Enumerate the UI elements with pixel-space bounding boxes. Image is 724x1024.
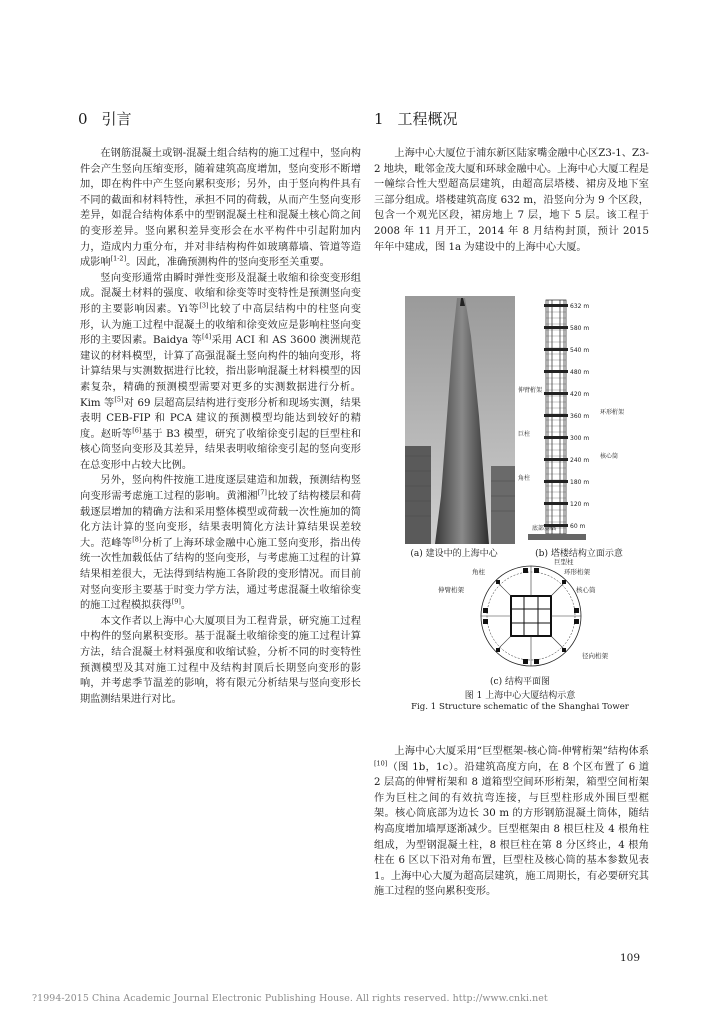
intro-paragraph-3: 另外，竖向构件按施工进度逐层建造和加载，预测结构竖向变形需考虑施工过程的影响。黄湘湘[7]比较了结构楼层和荷载逐层增加的精确方法和采用整体模型或荷载一次性施加的简化方法计算的竖向变形，结果表明简化方法计算结果误差较大。范峰等[8]分析了上海环球金融中心施工竖向变形，指出传统一次性加载低估了结构的竖向变形，与考虑施工过程的计算结果相差很大，无法得到结构施工各阶段的变形情况。而目前对竖向变形主要基于时变力学方法，通过考虑混凝土收缩徐变的施工过程模拟获得[9]。: [80, 475, 361, 612]
elevation-label: 240 m: [570, 457, 590, 464]
copyright-footer: ?1994-2015 China Academic Journal Electronic Publishing House. All rights reserved. http://www.cnki.net: [32, 993, 548, 1004]
ring-truss-mark: [544, 480, 568, 483]
plan-label-core-wall: 核心筒: [576, 586, 596, 594]
section-1-heading: [374, 108, 458, 129]
elevation-label: 300 m: [570, 435, 590, 442]
elevation-label: 180 m: [570, 479, 590, 486]
section-0-number: 0: [78, 110, 88, 128]
reference-citation: [1-2]: [110, 254, 127, 263]
elevation-note: 伸臂桁架: [518, 387, 543, 394]
figure-1a-caption: (a) 建设中的上海中心: [410, 549, 498, 559]
ring-truss-mark: [544, 370, 568, 373]
section-0-title: 引言: [101, 110, 132, 128]
reference-citation: [8]: [132, 535, 142, 544]
reference-citation: [10]: [374, 759, 388, 768]
ring-truss-mark: [544, 326, 568, 329]
left-column-text: [80, 146, 361, 707]
page-number: 109: [620, 952, 641, 964]
section-1-title: 工程概况: [397, 110, 458, 128]
plan-label-ring-truss: 环形桁架: [564, 568, 590, 576]
elevation-label: 420 m: [570, 391, 590, 398]
ring-truss-mark: [544, 458, 568, 461]
elevation-label: 632 m: [570, 303, 590, 310]
structural-plan: [436, 558, 626, 670]
figure-1: [400, 296, 640, 712]
elevation-note: 核心筒: [600, 453, 619, 460]
intro-paragraph-1: 在钢筋混凝土或钢-混凝土组合结构的施工过程中，竖向构件会产生竖向压缩变形，随着建筑高度增加，竖向变形不断增加，即在构件中产生竖向累积变形；另外，由于竖向构件具有不同的截面和材料特性，承担不同的荷载，从而产生竖向变形差异，如混合结构体系中的型钢混凝土柱和混凝土核心筒之间的变形差异。竖向累积差异变形会在水平构件中引起附加内力，造成内力重分布，并对非结构构件如玻璃幕墙、管道等造成影响[1-2]。因此，准确预测构件的竖向变形至关重要。: [80, 148, 361, 269]
ring-truss-mark: [544, 502, 568, 505]
tower-elevation-schematic: [518, 296, 640, 544]
reference-citation: [6]: [132, 426, 142, 435]
reference-citation: [9]: [171, 597, 181, 606]
intro-paragraph-2: 竖向变形通常由瞬时弹性变形及混凝土收缩和徐变变形组成。混凝土材料的强度、收缩和徐变等时变特性是预测竖向变形的主要影响因素。Yi等[3]比较了中高层结构中的柱竖向变形，认为施工过程中混凝土的收缩和徐变效应是影响柱竖向变形的主要因素。Baidya 等[4]采用 ACI 和 AS 3600 澳洲规范建议的材料模型，计算了高强混凝土竖向构件的轴向变形，将计算结果与实测数据进行比较，指出影响混凝土材料模型的因素复杂，精确的预测模型需要对更多的实测数据进行分析。Kim 等[5]对 69 层超高层结构进行变形分析和现场实测，结果表明 CEB-FIP 和 PCA 建议的预测模型均能达到较好的精度。赵昕等[6]基于 B3 模型，研究了收缩徐变引起的巨型柱和核心筒竖向变形及其差异，结果表明收缩徐变引起的竖向变形在总变形中占较大比例。: [80, 272, 362, 471]
section-1-number: 1: [374, 110, 384, 128]
structure-paragraph-1: 上海中心大厦采用“巨型框架-核心筒-伸臂桁架”结构体系[10]（图 1b，1c）。沿建筑高度方向，在 8 个区布置了 6 道 2 层高的伸臂桁架和 8 道箱型空间环形桁架，箱型空间桁架作为巨柱之间的有效抗弯连接，与巨型柱形成外围巨型框架。核心筒底部为边长 30 m 的方形钢筋混凝土筒体，随结构高度增加墙厚逐渐减少。巨型框架由 8 根巨柱及 4 根角柱组成，为型钢混凝土柱，8 根巨柱在第 8 分区终止，4 根角柱在 6 区以下沿对角布置，巨型柱及核心筒的基本参数见表 1。上海中心大厦为超高层建筑，施工周期长，有必要研究其施工过程的竖向累积变形。: [374, 746, 649, 898]
elevation-label: 480 m: [570, 369, 590, 376]
figure-1-caption-cn: 图 1 上海中心大厦结构示意: [464, 691, 576, 701]
elevation-note: 巨柱: [518, 431, 531, 438]
plan-label-mega-column: 巨型柱: [554, 558, 574, 566]
plan-label-corner-column: 角柱: [472, 568, 485, 576]
ring-truss-mark: [544, 436, 568, 439]
elevation-label: 580 m: [570, 325, 590, 332]
reference-citation: [3]: [199, 301, 209, 310]
elevation-label: 540 m: [570, 347, 590, 354]
project-overview-paragraph: 上海中心大厦位于浦东新区陆家嘴金融中心区Z3-1、Z3-2 地块，毗邻金茂大厦和环球金融中心。上海中心大厦工程是一幢综合性大型超高层建筑，由超高层塔楼、裙房及地下室三部分组成。塔楼建筑高度 632 m，沿竖向分为 9 个区段，包含一个观光区段，裙房地上 7 层，地下 5 层。该工程于 2008 年 11 月开工，2014 年 8 月结构封顶，预计 2015 年年中建成，图 1a 为建设中的上海中心大厦。: [374, 148, 649, 253]
ring-truss-mark: [544, 414, 568, 417]
figure-1b-caption: (b) 塔楼结构立面示意: [535, 549, 623, 559]
plan-label-outrigger: 伸臂桁架: [438, 586, 464, 594]
reference-citation: [7]: [257, 488, 267, 497]
ring-truss-mark: [544, 392, 568, 395]
right-column-top-text: [374, 146, 649, 255]
section-0-heading: [78, 108, 132, 129]
elevation-label: 60 m: [570, 523, 586, 530]
elevation-note: 角柱: [518, 475, 531, 482]
figure-1c-caption: (c) 结构平面图: [490, 677, 550, 687]
reference-citation: [4]: [202, 332, 212, 341]
reference-citation: [5]: [114, 395, 124, 404]
ring-truss-mark: [544, 348, 568, 351]
figure-1-caption-en: Fig. 1 Structure schematic of the Shanghai Tower: [411, 702, 629, 712]
elevation-label: 120 m: [570, 501, 590, 508]
right-column-bottom-text: [374, 744, 649, 900]
plan-label-radial-truss: 径向桁架: [582, 652, 608, 660]
tower-photo: [405, 296, 515, 544]
intro-paragraph-4: 本文作者以上海中心大厦项目为工程背景，研究施工过程中构件的竖向累积变形。基于混凝土收缩徐变的施工过程计算方法，结合混凝土材料强度和收缩试验，分析不同的时变特性预测模型及其对施工过程中及结构封顶后长期竖向变形的影响，并考虑季节温差的影响，将有限元分析结果与竖向变形长期监测结果进行对比。: [80, 615, 361, 705]
elevation-label: 360 m: [570, 413, 590, 420]
foundation-label: 底部基础: [532, 525, 557, 532]
ring-truss-mark: [544, 304, 568, 307]
elevation-note: 环形桁架: [600, 409, 625, 416]
